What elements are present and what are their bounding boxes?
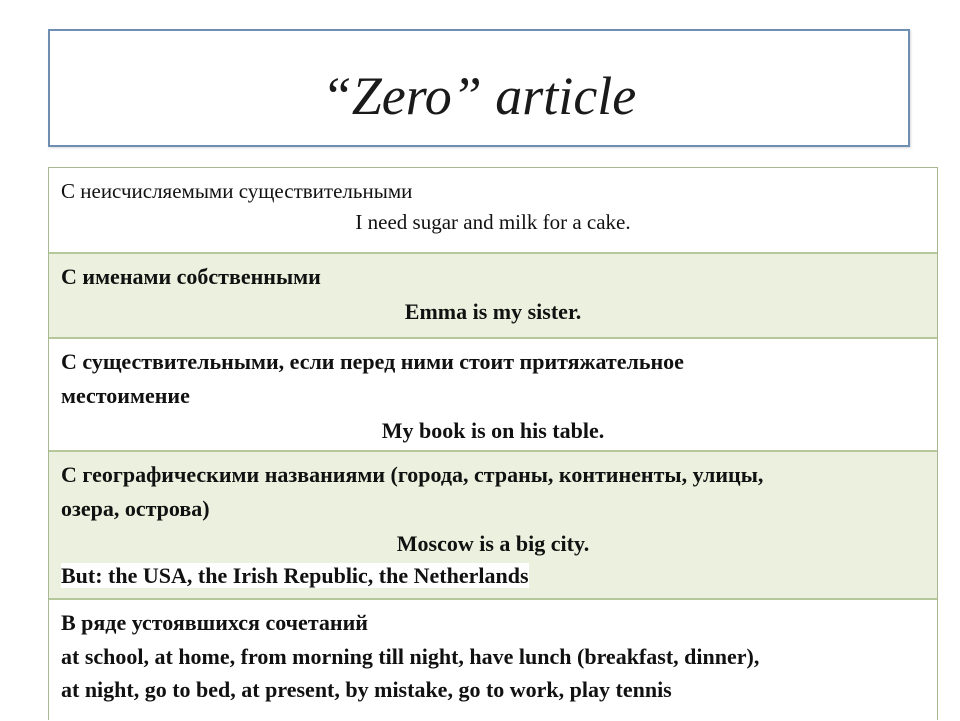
rule-text-line1: С существительными, если перед ними стоит притяжательное xyxy=(61,349,684,374)
example-text: I need sugar and milk for a cake. xyxy=(355,210,631,234)
rule-text: В ряде устоявшихся сочетаний xyxy=(61,610,368,635)
examples-line1: at school, at home, from morning till night, have lunch (breakfast, dinner), xyxy=(61,644,760,669)
example-text: Emma is my sister. xyxy=(404,299,582,324)
table-row-set-phrases xyxy=(49,600,937,721)
table-row-uncountable xyxy=(49,168,937,254)
slide-title: “Zero” article xyxy=(321,66,637,126)
table-row-proper-names xyxy=(49,254,937,339)
title-box xyxy=(48,29,910,147)
rule-text-line1: С географическими названиями (города, страны, континенты, улицы, xyxy=(61,462,764,487)
rules-table xyxy=(48,167,938,720)
examples-line2: at night, go to bed, at present, by mistake, go to work, play tennis xyxy=(61,677,672,702)
table-row-possessive xyxy=(49,339,937,452)
exception-note-text: But: the USA, the Irish Republic, the Netherlands xyxy=(61,563,529,588)
example-text: My book is on his table. xyxy=(381,418,605,443)
example-text: Moscow is a big city. xyxy=(396,531,590,556)
table-row-geographic xyxy=(49,452,937,600)
exception-note xyxy=(61,565,929,587)
rule-text: С неисчисляемыми существительными xyxy=(61,179,413,203)
rule-text-line2: местоимение xyxy=(61,383,190,408)
rule-text: С именами собственными xyxy=(61,264,321,289)
rule-text-line2: озера, острова) xyxy=(61,496,210,521)
